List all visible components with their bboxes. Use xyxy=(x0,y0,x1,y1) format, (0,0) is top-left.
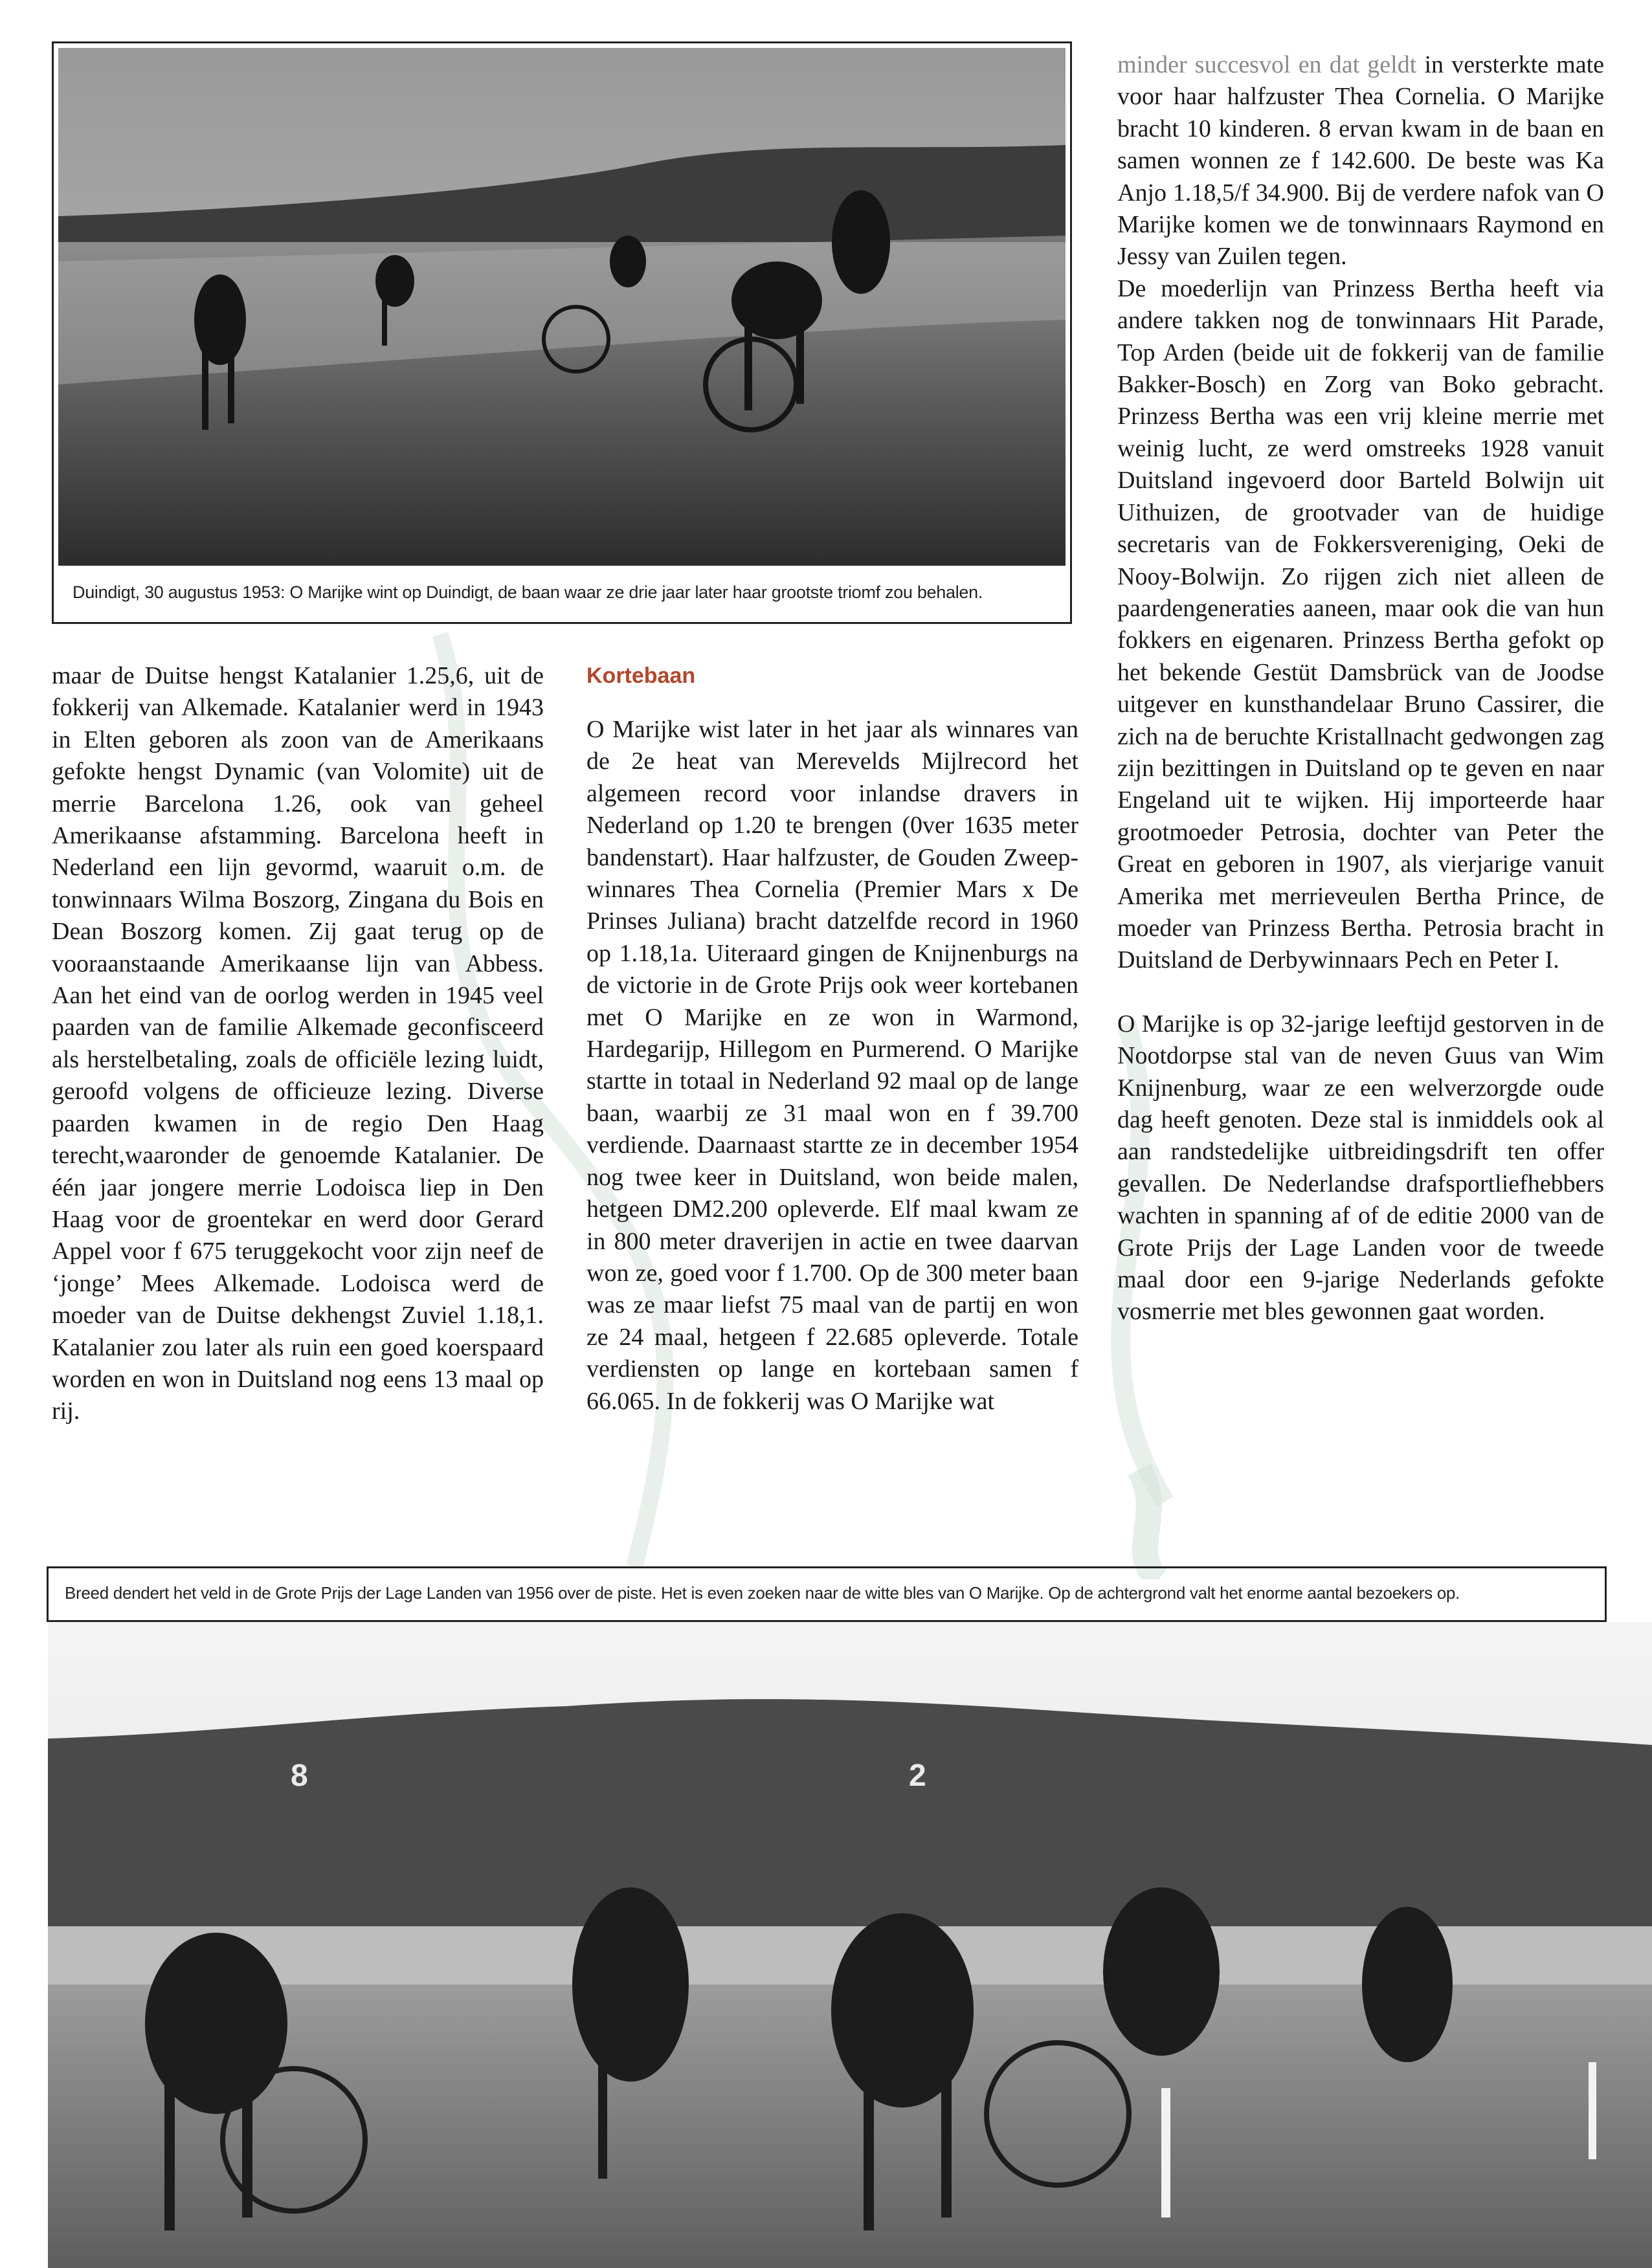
bottom-race-photo xyxy=(48,1622,1652,2268)
column-left xyxy=(52,660,544,1428)
top-race-photo xyxy=(58,48,1066,566)
top-photo-caption: Duindigt, 30 augustus 1953: O Marijke wint op Duindigt, de baan waar ze drie jaar later haar grootste triomf zou behalen. xyxy=(73,583,983,602)
right-paragraph-2: De moederlijn van Prinzess Bertha heeft via andere takken nog de tonwinnaars Hit Parade, Top Arden (beide uit de fokkerij van de familie Bakker-Bosch) en Zorg van Boko gebracht. Prinzess Bertha was een vrij kleine merrie met weinig lucht, ze werd omstreeks 1928 vanuit Duitsland ingevoerd door Barteld Bolwijn uit Uithuizen, de grootvader van de huidige secretaris van de Fokkersvereniging, Oeki de Nooy-Bolwijn. Zo rijgen zich niet alleen de paardengeneraties aaneen, maar ook die van hun fokkers en eigenaren. Prinzess Bertha gefokt op het bekende Gestüt Damsbrück van de Joodse uitgever en kunsthandelaar Bruno Cassirer, die zich na de beruchte Kristallnacht gedwongen zag zijn bezittingen in Duitsland op te geven en naar Engeland uit te wijken. Hij importeerde haar grootmoeder Petrosia, dochter van Peter the Great en geboren in 1907, als vierjarige vanuit Amerika met merrieveulen Bertha Prince, de moeder van Prinzess Bertha. Petrosia bracht in Duitsland de Derbywinnaars Pech en Peter I. xyxy=(1117,274,1604,974)
column-right xyxy=(1117,49,1604,1328)
section-heading-kortebaan: Kortebaan xyxy=(586,663,696,688)
right-paragraph-1: minder succesvol en dat geldt in versterkte mate voor haar halfzuster Thea Cornelia. O Marijke bracht 10 kinderen. 8 ervan kwam in de baan en samen wonnen ze f 142.600. De beste was Ka Anjo 1.18,5/f 34.900. Bij de verdere nafok van O Marijke komen we de tonwinnaars Raymond en Jessy van Zuilen tegen. xyxy=(1117,51,1605,271)
column-middle xyxy=(586,660,1078,1418)
left-paragraph: maar de Duitse hengst Katalanier 1.25,6, uit de fokkerij van Alkemade. Katalanier werd in 1943 in Elten geboren als zoon van de Amerikaans gefokte hengst Dynamic (van Volomite) uit de merrie Barcelona 1.26, ook van geheel Amerikaanse afstamming. Barcelona heeft in Nederland een lijn gevormd, waaruit o.m. de tonwinnaars Wilma Boszorg, Zingana du Bois en Dean Boszorg komen. Zij gaat terug op de vooraanstaande Amerikaanse lijn van Abbess. Aan het eind van de oorlog werden in 1945 veel paarden van de familie Alkemade geconfisceerd als herstelbetaling, zoals de officiële lezing luidt, geroofd volgens de officieuze lezing. Diverse paarden kwamen in de regio Den Haag terecht,waaronder de genoemde Katalanier. De één jaar jongere merrie Lodoisca liep in Den Haag voor de groentekar en werd door Gerard Appel voor f 675 teruggekocht voor zijn neef de ‘jonge’ Mees Alkemade. Lodoisca werd de moeder van de Duitse dekhengst Zuviel 1.18,1. Katalanier zou later als ruin een goed koerspaard worden en won in Duitsland nog eens 13 maal op rij. xyxy=(52,662,544,1425)
faded-lead-text: minder succesvol en dat geldt xyxy=(1117,51,1417,78)
saddle-number-8: 8 xyxy=(291,1759,308,1793)
middle-paragraph: O Marijke wist later in het jaar als winnares van de 2e heat van Merevelds Mijlrecord het algemeen record voor inlandse dravers in Nederland op 1.20 te brengen (0ver 1635 meter bandenstart). Haar halfzuster, de Gouden Zweep-winnares Thea Cornelia (Premier Mars x De Prinses Juliana) bracht datzelfde record in 1960 op 1.18,1a. Uiteraard gingen de Knijnenburgs na de victorie in de Grote Prijs ook weer kortebanen met O Marijke en ze won in Warmond, Hardegarijp, Hillegom en Purmerend. O Marijke startte in totaal in Nederland 92 maal op de lange baan, waarbij ze 31 maal won en f 39.700 verdiende. Daarnaast startte ze in december 1954 nog twee keer in Duitsland, won beide malen, hetgeen DM2.200 opleverde. Elf maal kwam ze in 800 meter draverijen in actie en twee daarvan won ze, goed voor f 1.700. Op de 300 meter baan was ze maar liefst 75 maal van de partij en won ze 24 maal, hetgeen f 22.685 opleverde. Totale verdiensten op lange en kortebaan samen f 66.065. In de fokkerij was O Marijke wat xyxy=(586,716,1078,1415)
saddle-number-2: 2 xyxy=(909,1759,926,1793)
right-paragraph-3: O Marijke is op 32-jarige leeftijd gestorven in de Nootdorpse stal van de neven Guus van Wim Knijnenburg, waar ze een welverzorgde oude dag heeft genoten. Deze stal is inmiddels ook al aan randstedelijke uitbreidingsdrift ten offer gevallen. De Nederlandse drafsportliefhebbers wachten in spanning af of de editie 2000 van de Grote Prijs der Lage Landen voor de tweede maal door een 9-jarige Nederlands gefokte vosmerrie met bles gewonnen gaat worden. xyxy=(1117,1010,1604,1326)
bottom-photo-caption: Breed dendert het veld in de Grote Prijs der Lage Landen van 1956 over de piste. Het is even zoeken naar de witte bles van O Marijke. Op de achtergrond valt het enorme aantal bezoekers op. xyxy=(65,1583,1460,1603)
